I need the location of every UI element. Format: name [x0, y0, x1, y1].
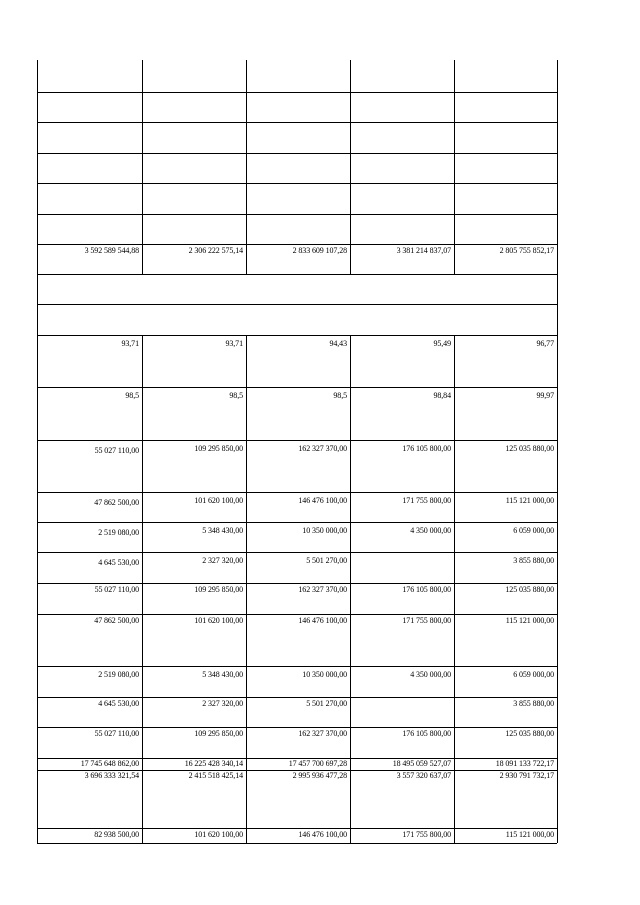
table-cell: 125 035 880,00 [505, 444, 554, 453]
table-cell: 3 381 214 837,07 [396, 246, 451, 255]
table-cell: 17 745 648 862,00 [80, 759, 139, 768]
table-cell: 101 620 100,00 [194, 496, 243, 505]
table-cell: 146 476 100,00 [298, 830, 347, 839]
table-cell: 4 350 000,00 [410, 526, 451, 535]
table-cell: 94,43 [329, 339, 347, 348]
table-cell: 115 121 000,00 [505, 616, 554, 625]
table-cell: 2 519 080,00 [98, 528, 139, 537]
table-cell: 4 350 000,00 [410, 670, 451, 679]
table-cell: 93,71 [225, 339, 243, 348]
table-cell: 162 327 370,00 [298, 444, 347, 453]
table-cell: 55 027 110,00 [94, 446, 139, 455]
table-cell: 176 105 800,00 [402, 444, 451, 453]
table-cell: 2 833 609 107,28 [292, 246, 347, 255]
table-cell: 98,84 [433, 391, 451, 400]
table-cell: 18 495 059 527,07 [392, 759, 451, 768]
table-cell: 98,5 [125, 391, 139, 400]
table-cell: 101 620 100,00 [194, 616, 243, 625]
table-cell: 162 327 370,00 [298, 729, 347, 738]
table-cell: 146 476 100,00 [298, 616, 347, 625]
table-cell: 176 105 800,00 [402, 729, 451, 738]
table-cell: 6 059 000,00 [513, 670, 554, 679]
table-cell: 125 035 880,00 [505, 729, 554, 738]
table-cell: 115 121 000,00 [505, 496, 554, 505]
table-cell: 2 519 080,00 [98, 670, 139, 679]
table-cell: 3 696 333 321,54 [84, 771, 139, 780]
table-cell: 115 121 000,00 [505, 830, 554, 839]
table-cell: 10 350 000,00 [302, 670, 347, 679]
table-cell: 171 755 800,00 [402, 616, 451, 625]
table-cell: 3 855 880,00 [513, 699, 554, 708]
table-cell: 95,49 [433, 339, 451, 348]
table-cell: 109 295 850,00 [194, 729, 243, 738]
table-cell: 47 862 500,00 [94, 616, 139, 625]
table-cell: 18 091 133 722,17 [495, 759, 554, 768]
table-cell: 2 805 755 852,17 [499, 246, 554, 255]
table-cell: 5 501 270,00 [306, 556, 347, 565]
table-cell: 2 306 222 575,14 [188, 246, 243, 255]
table-cell: 171 755 800,00 [402, 830, 451, 839]
table-cell: 3 592 589 544,88 [84, 246, 139, 255]
table-cell: 171 755 800,00 [402, 496, 451, 505]
table-cell: 82 938 500,00 [94, 830, 139, 839]
table-cell: 93,71 [121, 339, 139, 348]
table-cell: 109 295 850,00 [194, 585, 243, 594]
table-cell: 2 415 518 425,14 [188, 771, 243, 780]
table-cell: 176 105 800,00 [402, 585, 451, 594]
table-cell: 98,5 [229, 391, 243, 400]
table-cell: 4 645 530,00 [98, 558, 139, 567]
table-cell: 125 035 880,00 [505, 585, 554, 594]
table-cell: 55 027 110,00 [94, 729, 139, 738]
table-cell: 47 862 500,00 [94, 498, 139, 507]
table-cell: 6 059 000,00 [513, 526, 554, 535]
table-cell: 2 995 936 477,28 [292, 771, 347, 780]
table-cell: 5 348 430,00 [202, 670, 243, 679]
table-cell: 55 027 110,00 [94, 585, 139, 594]
table-cell: 4 645 530,00 [98, 699, 139, 708]
table-cell: 2 327 320,00 [202, 556, 243, 565]
table-cell: 98,5 [333, 391, 347, 400]
table-cell: 17 457 700 697,28 [288, 759, 347, 768]
table-cell: 5 348 430,00 [202, 526, 243, 535]
table-cell: 16 225 428 340,14 [184, 759, 243, 768]
table-cell: 101 620 100,00 [194, 830, 243, 839]
table-cell: 96,77 [536, 339, 554, 348]
table-cell: 3 557 320 637,07 [396, 771, 451, 780]
table-cell: 2 327 320,00 [202, 699, 243, 708]
table-cell: 2 930 791 732,17 [499, 771, 554, 780]
table-cell: 5 501 270,00 [306, 699, 347, 708]
table-cell: 109 295 850,00 [194, 444, 243, 453]
table-cell: 99,97 [536, 391, 554, 400]
table-cell: 3 855 880,00 [513, 556, 554, 565]
table-cell: 146 476 100,00 [298, 496, 347, 505]
table-cell: 162 327 370,00 [298, 585, 347, 594]
table-cell: 10 350 000,00 [302, 526, 347, 535]
